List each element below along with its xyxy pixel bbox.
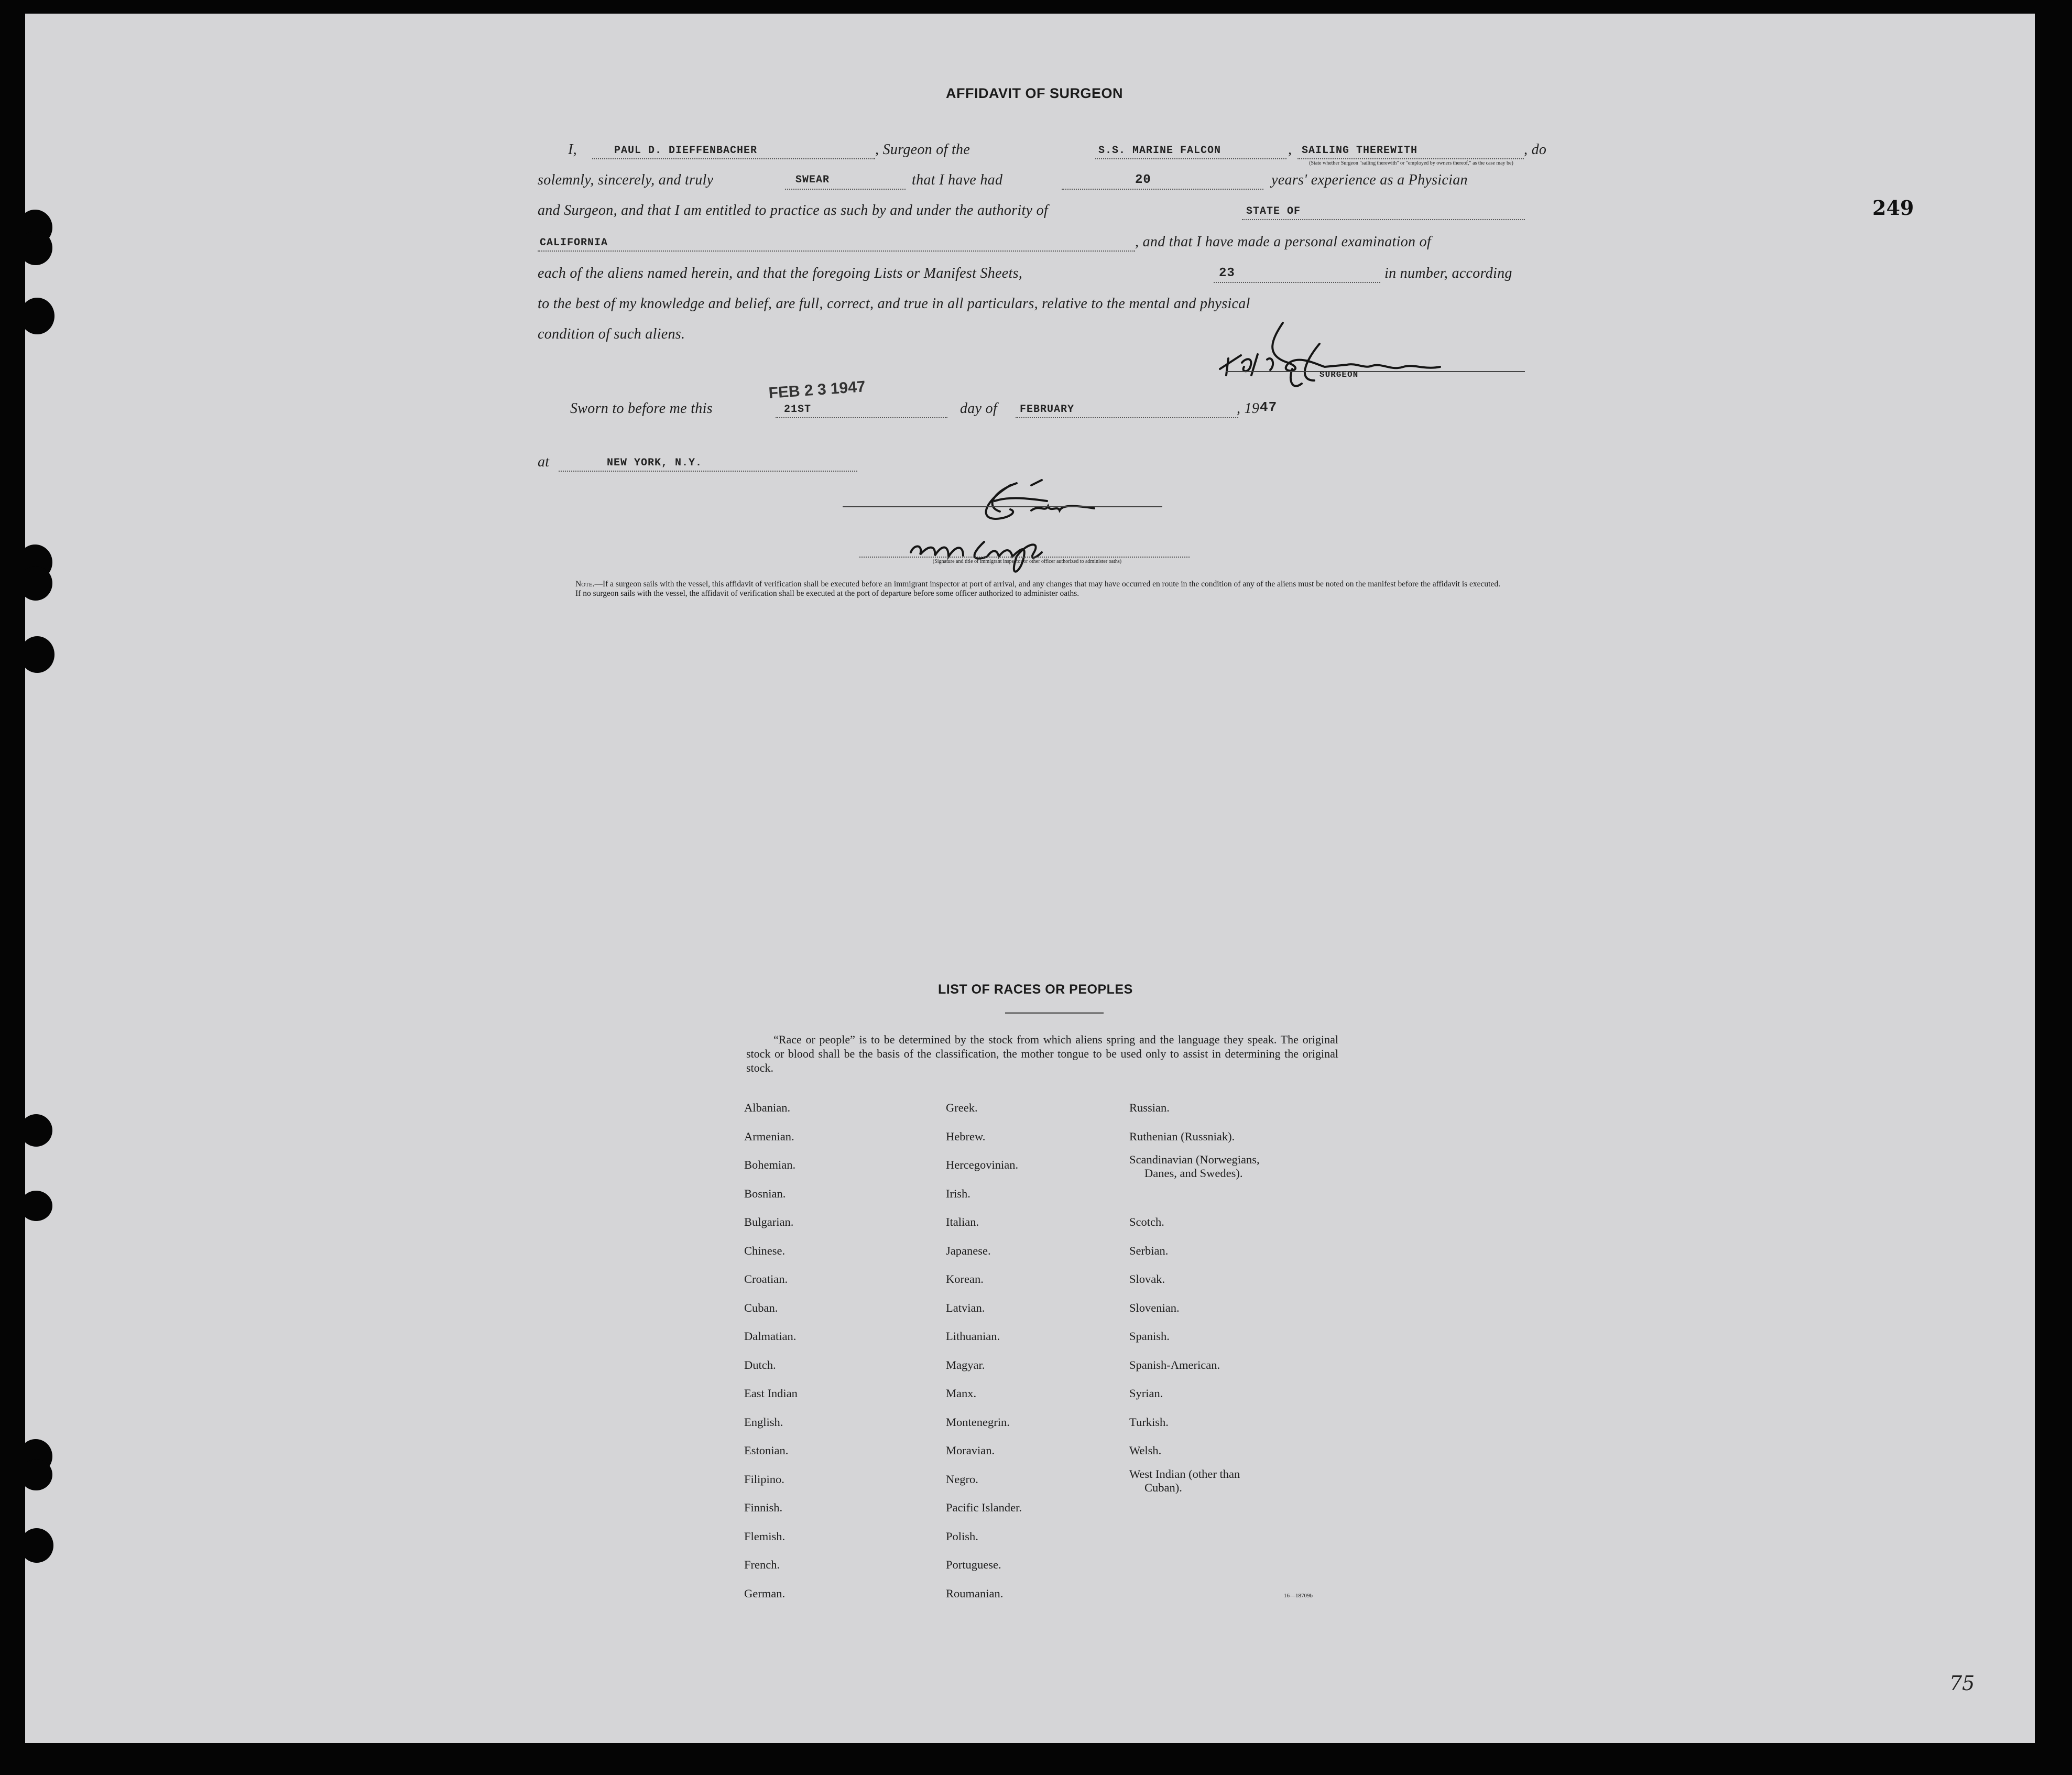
race-item: French. — [744, 1558, 780, 1571]
underline — [1062, 189, 1263, 190]
affidavit-title: AFFIDAVIT OF SURGEON — [946, 85, 1123, 101]
race-item: Roumanian. — [946, 1587, 1004, 1600]
race-item: Danes, and Swedes). — [1144, 1167, 1243, 1180]
signature-line — [1226, 371, 1525, 372]
race-item: Chinese. — [744, 1244, 786, 1257]
race-item: Albanian. — [744, 1101, 791, 1114]
race-item: Japanese. — [946, 1244, 991, 1257]
race-item: Estonian. — [744, 1444, 789, 1457]
surgeon-label: SURGEON — [1319, 370, 1359, 379]
page-number: 249 — [1872, 196, 1914, 220]
races-intro: “Race or people” is to be determined by the stock from which aliens spring and the language they speak. The original stock or blood shall be the basis of the classification, the mother tongue to be used only to assist in determining the original stock. — [746, 1033, 1338, 1074]
race-item: Bosnian. — [744, 1187, 786, 1200]
sworn-day: 21ST — [784, 404, 812, 416]
race-item: Scotch. — [1129, 1215, 1164, 1228]
sworn-month: FEBRUARY — [1020, 404, 1075, 416]
affidavit-text: to the best of my knowledge and belief, are full, correct, and true in all particulars, relative to the mental and physical — [538, 296, 1250, 312]
race-item: Dalmatian. — [744, 1330, 797, 1343]
affidavit-text: I, — [568, 141, 577, 158]
underline — [1297, 158, 1524, 159]
race-item: Cuban. — [744, 1301, 778, 1314]
binder-hole — [25, 1528, 53, 1563]
sworn-place: NEW YORK, N.Y. — [607, 457, 703, 469]
race-item: Finnish. — [744, 1501, 783, 1514]
race-item: Serbian. — [1129, 1244, 1169, 1257]
surgeon-role: SAILING THEREWITH — [1302, 145, 1418, 157]
sworn-text: Sworn to before me this — [570, 400, 713, 417]
at-text: at — [538, 454, 550, 470]
signature-line — [859, 557, 1190, 558]
affidavit-text: years' experience as a Physician — [1271, 172, 1468, 188]
underline — [538, 251, 1135, 252]
title-rule — [1005, 1012, 1104, 1014]
binder-hole — [25, 636, 54, 673]
race-item: East Indian — [744, 1387, 798, 1400]
form-number: 16—18709b — [1284, 1593, 1313, 1599]
underline — [776, 417, 947, 418]
race-item: Korean. — [946, 1272, 984, 1286]
authority: STATE OF — [1246, 205, 1301, 217]
race-item: Bohemian. — [744, 1158, 796, 1171]
race-item: Flemish. — [744, 1530, 786, 1543]
note-text: —If a surgeon sails with the vessel, this affidavit of verification shall be executed before an immigrant inspector at port of arrival, and any changes that may have occurred en route in the condition of any of the aliens must be noted on the manifest before the affidavit is executed. — [594, 580, 1500, 589]
date-stamp: FEB 2 3 1947 — [768, 378, 866, 402]
affidavit-note — [539, 580, 1526, 598]
manifest-page — [25, 14, 2035, 1743]
race-item: Welsh. — [1129, 1444, 1162, 1457]
underline — [1242, 219, 1525, 220]
race-item: Spanish. — [1129, 1330, 1170, 1343]
race-item: Magyar. — [946, 1358, 985, 1371]
sworn-text: day of — [960, 400, 998, 417]
race-item: Manx. — [946, 1387, 977, 1400]
underline — [1214, 282, 1380, 283]
affidavit-text: condition of such aliens. — [538, 326, 685, 342]
affidavit-text: in number, according — [1384, 265, 1512, 281]
race-item: Croatian. — [744, 1272, 788, 1286]
surgeon-name: PAUL D. DIEFFENBACHER — [614, 145, 758, 157]
race-item: Scandinavian (Norwegians, — [1129, 1153, 1260, 1166]
ship-name: S.S. MARINE FALCON — [1098, 145, 1222, 157]
race-item: Irish. — [946, 1187, 970, 1200]
race-item: Montenegrin. — [946, 1415, 1010, 1429]
race-item: Portuguese. — [946, 1558, 1001, 1571]
inspector-signature — [811, 464, 1209, 585]
affidavit-text: that I have had — [912, 172, 1003, 188]
race-item: Slovak. — [1129, 1272, 1165, 1286]
sworn-text: , 19 — [1237, 400, 1260, 417]
race-item: Dutch. — [744, 1358, 776, 1371]
affidavit-text: and Surgeon, and that I am entitled to practice as such by and under the authority of — [538, 202, 1048, 219]
binder-hole — [25, 1114, 52, 1147]
race-item: Armenian. — [744, 1130, 794, 1143]
underline — [592, 158, 875, 159]
race-item: Hebrew. — [946, 1130, 986, 1143]
note-text: If no surgeon sails with the vessel, the affidavit of verification shall be executed at the port of departure before some officer authorized to administer oaths. — [575, 589, 1079, 598]
race-item: Syrian. — [1129, 1387, 1163, 1400]
corner-mark: 75 — [1949, 1672, 1975, 1695]
underline — [1016, 417, 1238, 418]
surgeon-signature — [1209, 312, 1524, 391]
race-item: Cuban). — [1144, 1481, 1182, 1494]
race-item: Polish. — [946, 1530, 978, 1543]
affidavit-text: , do — [1524, 141, 1547, 158]
race-item: Hercegovinian. — [946, 1158, 1019, 1171]
oath-type: SWEAR — [795, 174, 830, 186]
race-item: Filipino. — [744, 1473, 784, 1486]
race-item: Latvian. — [946, 1301, 985, 1314]
binder-hole — [25, 298, 54, 334]
years-experience: 20 — [1135, 173, 1151, 187]
authority-continued: CALIFORNIA — [540, 237, 608, 249]
underline — [1095, 158, 1286, 159]
race-item: English. — [744, 1415, 783, 1429]
sheet-count: 23 — [1219, 266, 1235, 280]
race-item: Russian. — [1129, 1101, 1170, 1114]
sworn-year: 47 — [1260, 399, 1278, 415]
race-item: Moravian. — [946, 1444, 995, 1457]
affidavit-text: , — [1288, 141, 1292, 158]
affidavit-text: , and that I have made a personal examination of — [1135, 234, 1431, 250]
races-title: LIST OF RACES OR PEOPLES — [938, 982, 1133, 997]
race-item: Pacific Islander. — [946, 1501, 1022, 1514]
inspector-caption: (Signature and title of immigrant inspector or other officer authorized to administer oaths) — [932, 559, 1122, 564]
underline — [785, 189, 906, 190]
affidavit-text: , Surgeon of the — [875, 141, 970, 158]
signature-line — [843, 506, 1162, 507]
race-item: Bulgarian. — [744, 1215, 794, 1228]
race-item: German. — [744, 1587, 786, 1600]
race-item: Lithuanian. — [946, 1330, 1000, 1343]
race-item: West Indian (other than — [1129, 1467, 1240, 1480]
note-label: Note. — [575, 580, 595, 589]
race-item: Ruthenian (Russniak). — [1129, 1130, 1235, 1143]
role-instruction: (State whether Surgeon "sailing therewith" or "employed by owners thereof," as the case may be) — [1309, 160, 1513, 166]
race-item: Slovenian. — [1129, 1301, 1180, 1314]
race-item: Negro. — [946, 1473, 978, 1486]
affidavit-text: solemnly, sincerely, and truly — [538, 172, 714, 188]
binder-hole — [25, 1191, 52, 1221]
affidavit-text: each of the aliens named herein, and that the foregoing Lists or Manifest Sheets, — [538, 265, 1023, 281]
race-item: Greek. — [946, 1101, 978, 1114]
race-item: Italian. — [946, 1215, 979, 1228]
race-item: Turkish. — [1129, 1415, 1169, 1429]
race-item: Spanish-American. — [1129, 1358, 1220, 1371]
